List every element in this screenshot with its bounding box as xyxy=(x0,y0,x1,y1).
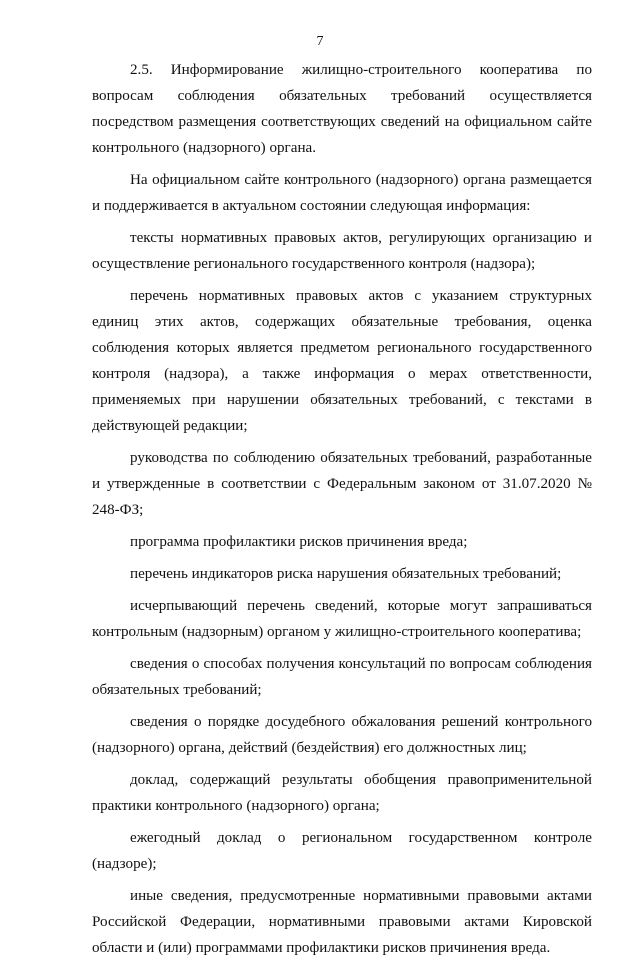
list-item-consultations: сведения о способах получения консультаций по вопросам соблюдения обязательных требований; xyxy=(92,656,592,698)
list-item-practice-report: доклад, содержащий результаты обобщения правоприменительной практики контрольного (надзорного) органа; xyxy=(92,772,592,814)
list-item-other-information: иные сведения, предусмотренные нормативными правовыми актами Российской Федерации, нормативными правовыми актами Кировской области и (или) программами профилактики рисков причинения вреда. xyxy=(92,888,592,956)
paragraph-website-info: На официальном сайте контрольного (надзорного) органа размещается и поддерживается в актуальном состоянии следующая информация: xyxy=(92,172,592,214)
list-item-appeal-procedure: сведения о порядке досудебного обжалования решений контрольного (надзорного) органа, действий (бездействия) его должностных лиц; xyxy=(92,714,592,756)
page-number: 7 xyxy=(316,34,324,49)
paragraph-2-5: 2.5. Информирование жилищно-строительного кооператива по вопросам соблюдения обязательных требований осуществляется посредством размещения соответствующих сведений на официальном сайте контрольного (надзорного) органа. xyxy=(92,62,592,156)
list-item-risk-indicators: перечень индикаторов риска нарушения обязательных требований; xyxy=(130,566,562,582)
list-item-prevention-program: программа профилактики рисков причинения вреда; xyxy=(130,534,468,550)
list-item-requested-information: исчерпывающий перечень сведений, которые могут запрашиваться контрольным (надзорным) органом у жилищно-строительного кооператива; xyxy=(92,598,592,640)
document-body xyxy=(92,57,592,961)
list-item-annual-report: ежегодный доклад о региональном государственном контроле (надзоре); xyxy=(92,830,592,872)
list-item-regulatory-texts: тексты нормативных правовых актов, регулирующих организацию и осуществление регионального государственного контроля (надзора); xyxy=(92,230,592,272)
list-item-guidelines: руководства по соблюдению обязательных требований, разработанные и утвержденные в соответствии с Федеральным законом от 31.07.2020 № 248-ФЗ; xyxy=(92,450,592,518)
list-item-regulatory-acts-list: перечень нормативных правовых актов с указанием структурных единиц этих актов, содержащих обязательные требования, оценка соблюдения которых является предметом регионального государственного контроля (надзора), а также информация о мерах ответственности, применяемых при нарушении обязательных требований, с текстами в действующей редакции; xyxy=(92,288,592,434)
